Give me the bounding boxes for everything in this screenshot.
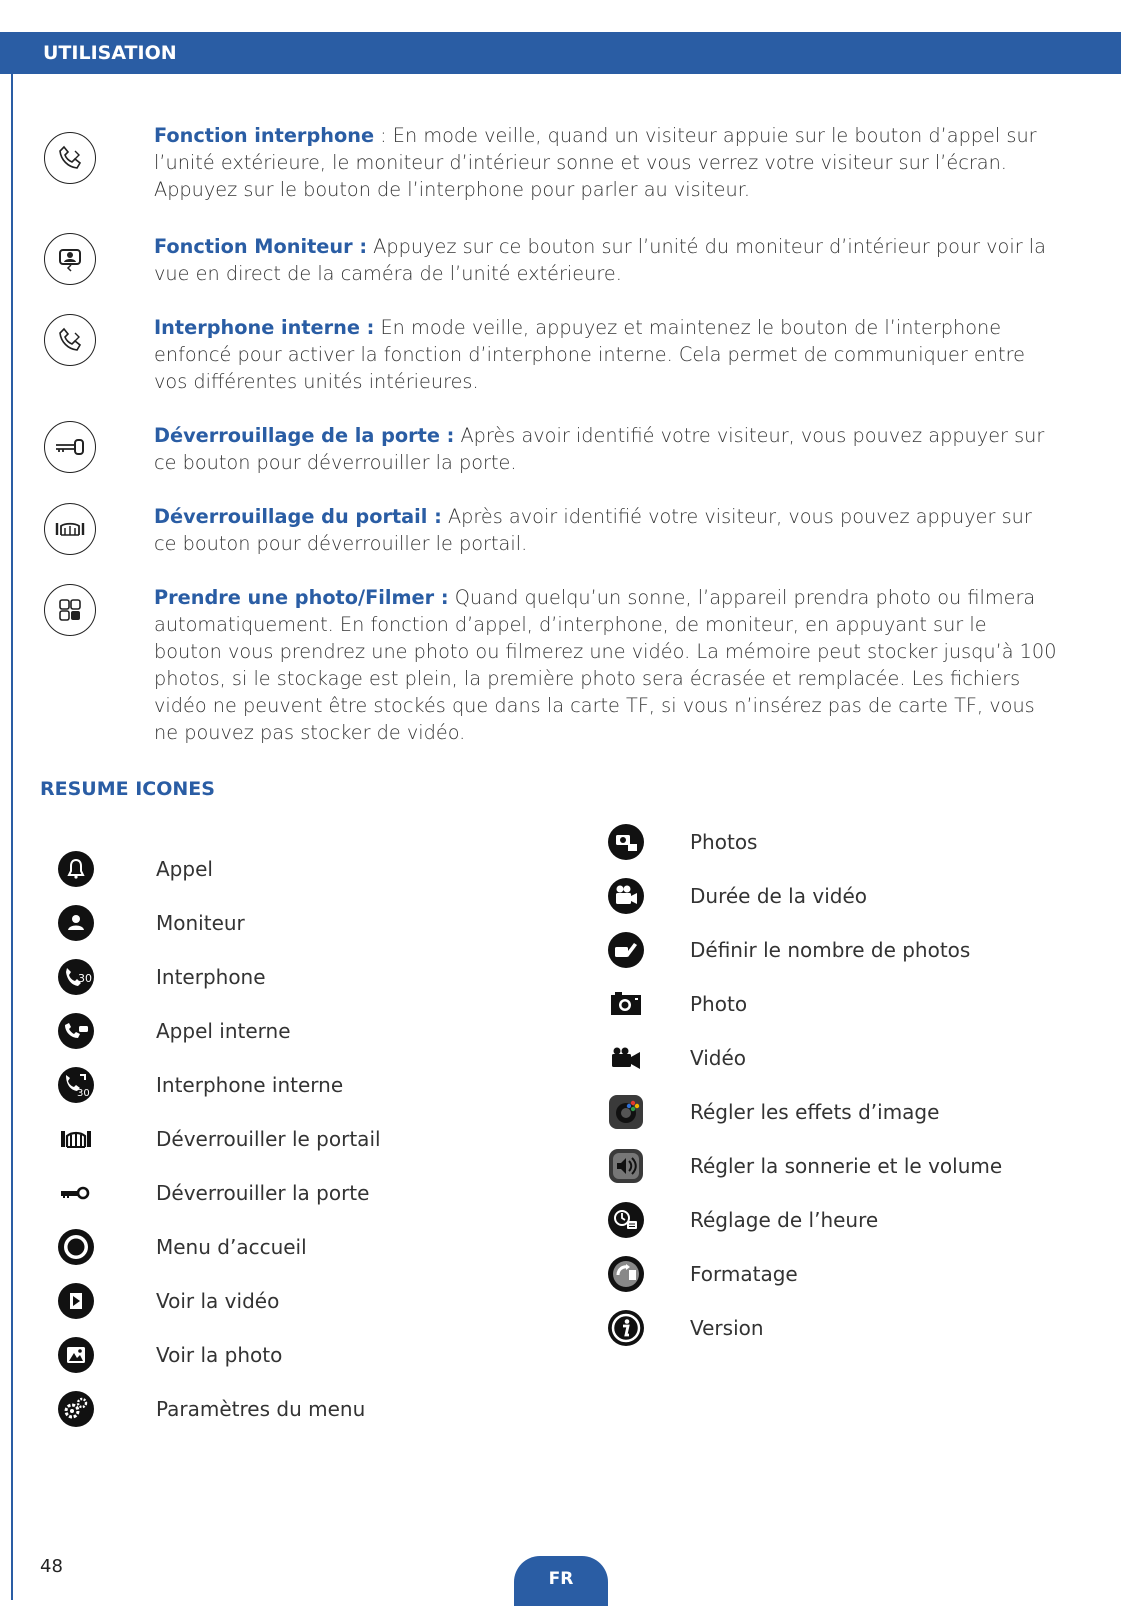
legend-item <box>606 1254 1066 1294</box>
legend-label: Menu d’accueil <box>156 1235 307 1259</box>
gate-icon <box>44 503 96 555</box>
camera-icon <box>606 984 646 1024</box>
left-margin-rule <box>11 74 13 1600</box>
legend-label: Appel <box>156 857 213 881</box>
function-text: Après avoir identifié votre visiteur, vous pouvez appuyer sur ce bouton pour déverrouiller le portail. <box>154 505 1032 555</box>
play-video-icon <box>56 1281 96 1321</box>
legend-label: Version <box>690 1316 764 1340</box>
legend-item <box>606 930 1066 970</box>
function-term: Déverrouillage de la porte : <box>154 424 455 447</box>
legend-item <box>56 1119 456 1159</box>
legend-item <box>606 822 1066 862</box>
legend-label: Régler les effets d’image <box>690 1100 940 1124</box>
legend-label: Durée de la vidéo <box>690 884 867 908</box>
settings-icon <box>56 1389 96 1429</box>
function-text: En mode veille, appuyez et maintenez le bouton de l’interphone enfoncé pour activer la fonction d’interphone interne. Cela permet de communiquer entre vos différentes unités intérieures. <box>154 316 1025 393</box>
volume-icon <box>606 1146 646 1186</box>
language-tab: FR <box>514 1556 608 1606</box>
image-effects-icon <box>606 1092 646 1132</box>
clock-icon <box>606 1200 646 1240</box>
legend-label: Vidéo <box>690 1046 747 1070</box>
bell-icon <box>56 849 96 889</box>
info-icon <box>606 1308 646 1348</box>
legend-label: Régler la sonnerie et le volume <box>690 1154 1003 1178</box>
legend-item <box>606 1038 1066 1078</box>
internal-intercom-icon <box>56 1065 96 1105</box>
home-icon <box>56 1227 96 1267</box>
legend-item <box>56 1281 456 1321</box>
function-text: Appuyez sur ce bouton sur l’unité du moniteur d’intérieur pour voir la vue en direct de la caméra de l’unité extérieure. <box>154 235 1046 285</box>
monitor-icon <box>44 233 96 285</box>
section-header <box>0 32 1121 74</box>
key-icon <box>56 1173 96 1213</box>
legend-label: Voir la vidéo <box>156 1289 280 1313</box>
photos-icon <box>606 822 646 862</box>
function-description <box>154 422 1059 476</box>
function-term: Déverrouillage du portail : <box>154 505 442 528</box>
legend-item <box>56 849 456 889</box>
legend-label: Appel interne <box>156 1019 291 1043</box>
function-term: Fonction interphone <box>154 124 375 147</box>
legend-label: Réglage de l’heure <box>690 1208 879 1232</box>
function-description <box>154 314 1059 395</box>
intercom-icon <box>56 957 96 997</box>
legend-label: Interphone <box>156 965 266 989</box>
key-icon <box>44 421 96 473</box>
legend-label: Photos <box>690 830 758 854</box>
legend-label: Voir la photo <box>156 1343 283 1367</box>
legend-item <box>56 903 456 943</box>
legend-label: Formatage <box>690 1262 798 1286</box>
legend-item <box>56 1065 456 1105</box>
gate-icon <box>56 1119 96 1159</box>
legend-item <box>56 1173 456 1213</box>
legend-label: Moniteur <box>156 911 245 935</box>
legend-item <box>56 957 456 997</box>
legend-label: Déverrouiller le portail <box>156 1127 381 1151</box>
page-number: 48 <box>40 1556 63 1577</box>
function-text: Après avoir identifié votre visiteur, vous pouvez appuyer sur ce bouton pour déverrouiller la porte. <box>154 424 1045 474</box>
legend-item <box>606 876 1066 916</box>
legend-item <box>606 1092 1066 1132</box>
handset-icon <box>44 132 96 184</box>
function-term: Prendre une photo/Filmer : <box>154 586 449 609</box>
legend-label: Interphone interne <box>156 1073 344 1097</box>
function-description <box>154 122 1059 203</box>
legend-label: Déverrouiller la porte <box>156 1181 370 1205</box>
legend-item <box>56 1389 456 1429</box>
legend-item <box>56 1335 456 1375</box>
legend-item <box>56 1011 456 1051</box>
video-camera-icon <box>606 1038 646 1078</box>
function-text: Quand quelqu’un sonne, l’appareil prendra photo ou filmera automatiquement. En fonction d’appel, d’interphone, de moniteur, en appuyant sur le bouton vous prendrez une photo ou filmerez une vidéo. La mémoire peut stocker jusqu’à 100 photos, si le stockage est plein, la première photo sera écrasée et remplacée. Les fichiers vidéo ne peuvent être stockés que dans la carte TF, si vous n’insérez pas de carte TF, vous ne pouvez pas stocker de vidéo. <box>154 586 1057 744</box>
legend-label: Photo <box>690 992 748 1016</box>
format-icon <box>606 1254 646 1294</box>
monitor-icon <box>56 903 96 943</box>
function-term: Fonction Moniteur : <box>154 235 368 258</box>
internal-call-icon <box>56 1011 96 1051</box>
video-duration-icon <box>606 876 646 916</box>
svg-text:30: 30 <box>77 1088 90 1099</box>
legend-label: Définir le nombre de photos <box>690 938 971 962</box>
function-description <box>154 503 1059 557</box>
legend-item <box>606 1308 1066 1348</box>
function-description <box>154 584 1059 746</box>
legend-item <box>606 1146 1066 1186</box>
view-photo-icon <box>56 1335 96 1375</box>
section-title: UTILISATION <box>43 42 177 64</box>
grid-icon <box>44 584 96 636</box>
photo-count-icon <box>606 930 646 970</box>
legend-label: Paramètres du menu <box>156 1397 366 1421</box>
legend-item <box>606 1200 1066 1240</box>
function-text: : En mode veille, quand un visiteur appuie sur le bouton d’appel sur l’unité extérieure, le moniteur d’intérieur sonne et vous verrez votre visiteur sur l’écran. Appuyez sur le bouton de l’interphone pour parler au visiteur. <box>154 124 1037 201</box>
legend-item <box>606 984 1066 1024</box>
resume-title: RESUME ICONES <box>40 778 215 800</box>
handset-icon <box>44 314 96 366</box>
function-description <box>154 233 1059 287</box>
legend-item <box>56 1227 456 1267</box>
function-term: Interphone interne : <box>154 316 375 339</box>
svg-text:30: 30 <box>78 972 92 985</box>
